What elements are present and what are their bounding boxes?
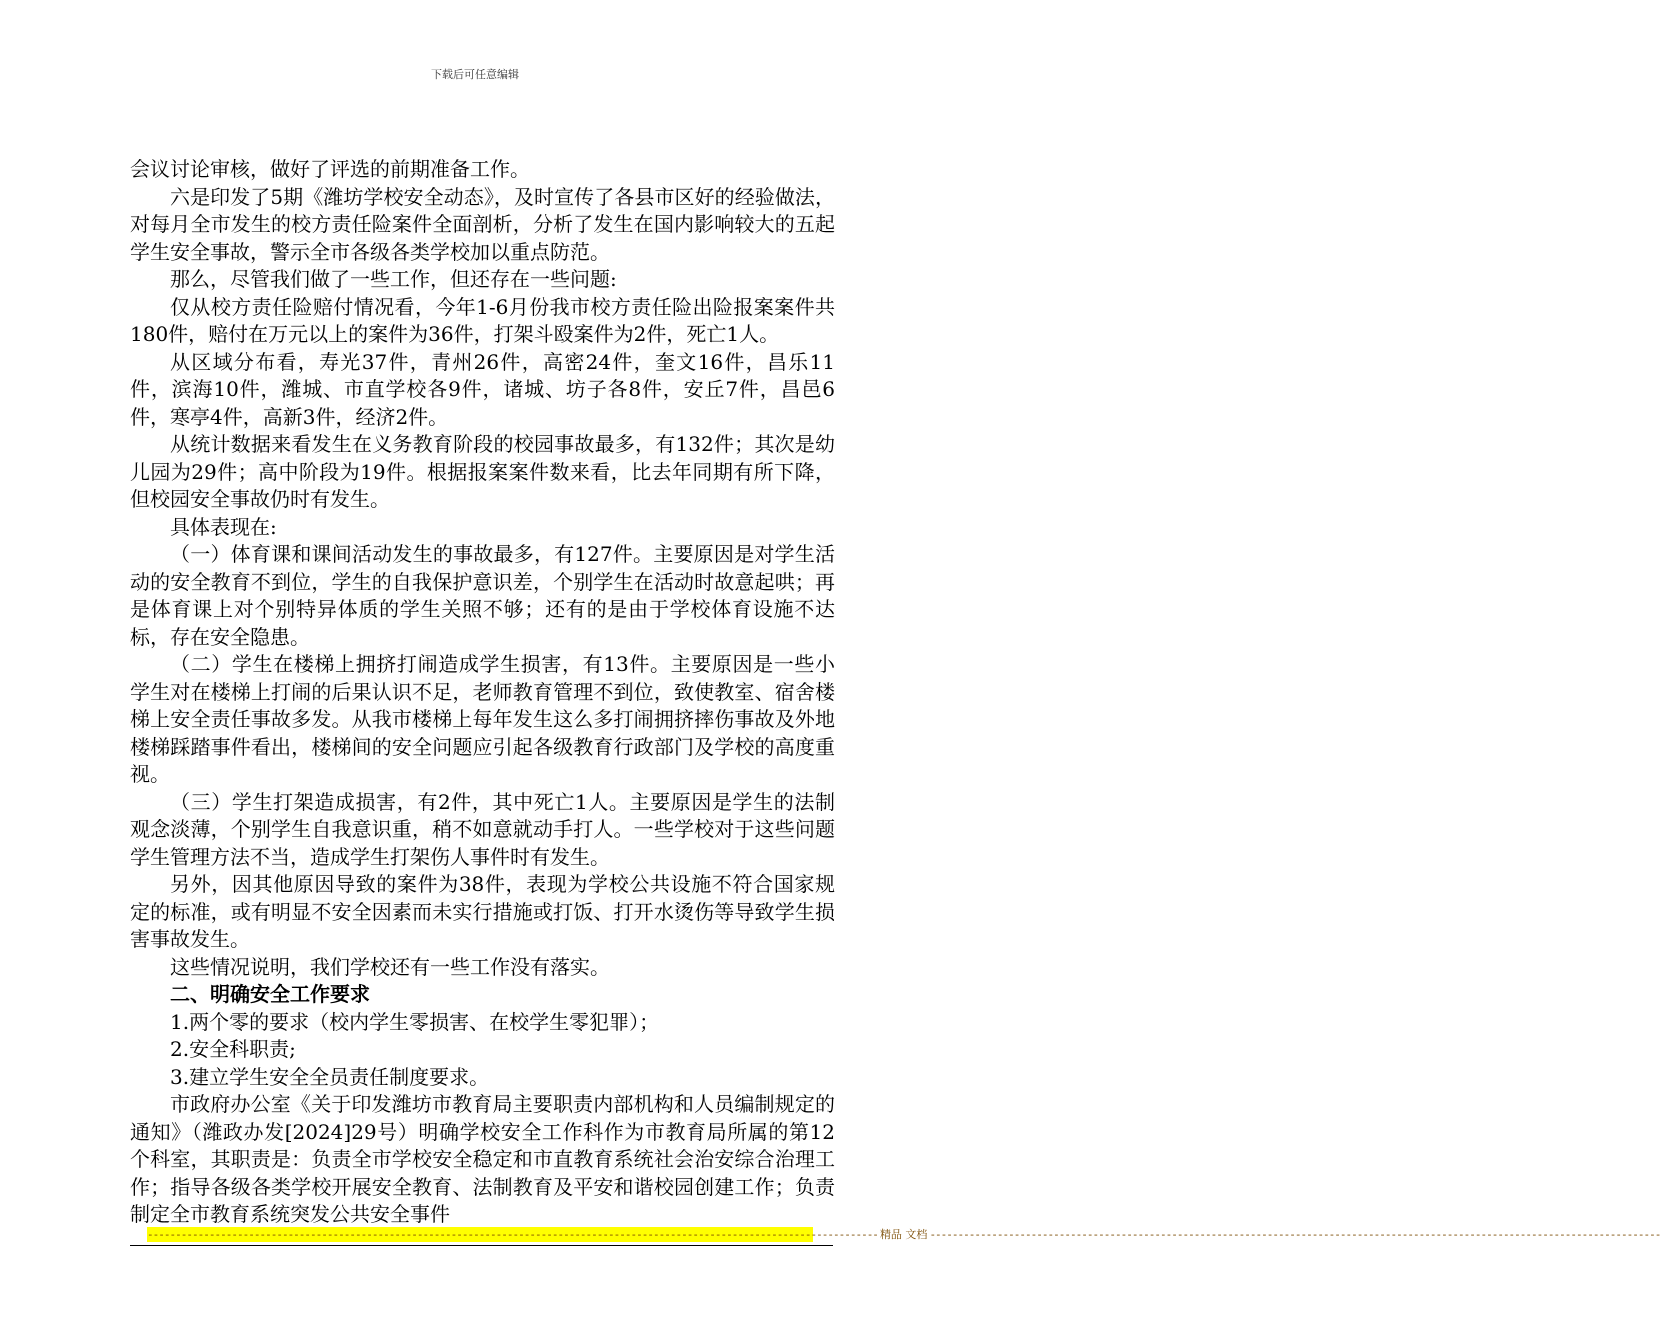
footer-label: 精品 文档 [879,1228,928,1241]
paragraph: 六是印发了5期《潍坊学校安全动态》，及时宣传了各县市区好的经验做法，对每月全市发生的校方责任险案件全面剖析，分析了发生在国内影响较大的五起学生安全事故，警示全市各级各类学校加以重点防范。 [130,184,835,264]
paragraph: （三）学生打架造成损害，有2件，其中死亡1人。主要原因是学生的法制观念淡薄，个别学生自我意识重，稍不如意就动手打人。一些学校对于这些问题学生管理方法不当，造成学生打架伤人事件时有发生。 [130,789,835,869]
section-heading: 二、明确安全工作要求 [170,982,370,1006]
paragraph: 从统计数据来看发生在义务教育阶段的校园事故最多，有132件；其次是幼儿园为29件；高中阶段为19件。根据报案案件数来看，比去年同期有所下降，但校园安全事故仍时有发生。 [130,432,835,511]
footer-dash-left: ---------------------------------------------------------------------------------------------------------------------------------- [147,1228,878,1241]
paragraph: 市政府办公室《关于印发潍坊市教育局主要职责内部机构和人员编制规定的通知》（潍政办发[2024]29号）明确学校安全工作科作为市教育局所属的第12个科室，其职责是：负责全市学校安全稳定和市直教育系统社会治安综合治理工作；指导各级各类学校开展安全教育、法制教育及平安和谐校园创建工作；负责制定全市教育系统突发公共安全事件 [130,1092,835,1226]
document-body [130,156,835,1229]
paragraph: 会议讨论审核，做好了评选的前期准备工作。 [130,157,530,181]
footer-dash-right: ---------------------------------------------------------------------------------------------------------------------------------- [929,1228,1660,1241]
paragraph: （二）学生在楼梯上拥挤打闹造成学生损害，有13件。主要原因是一些小学生对在楼梯上打闹的后果认识不足，老师教育管理不到位，致使教室、宿舍楼梯上安全责任事故多发。从我市楼梯上每年发生这么多打闹拥挤摔伤事故及外地楼梯踩踏事件看出，楼梯间的安全问题应引起各级教育行政部门及学校的高度重视。 [130,652,835,786]
footer-rule [130,1245,833,1246]
paragraph: 那么，尽管我们做了一些工作，但还存在一些问题: [170,267,617,291]
paragraph: 3.建立学生安全全员责任制度要求。 [170,1064,490,1089]
paragraph: 这些情况说明，我们学校还有一些工作没有落实。 [170,954,610,979]
paragraph: 具体表现在: [170,514,277,539]
paragraph: （一）体育课和课间活动发生的事故最多，有127件。主要原因是对学生活动的安全教育不到位，学生的自我保护意识差，个别学生在活动时故意起哄；再是体育课上对个别特异体质的学生关照不够；还有的是由于学校体育设施不达标，存在安全隐患。 [130,542,835,649]
paragraph: 1.两个零的要求（校内学生零损害、在校学生零犯罪）； [170,1009,660,1034]
paragraph: 从区域分布看，寿光37件，青州26件，高密24件，奎文16件，昌乐11件，滨海10件，潍城、市直学校各9件，诸城、坊子各8件，安丘7件，昌邑6件，寒亭4件，高新3件，经济2件。 [130,349,835,429]
paragraph: 仅从校方责任险赔付情况看，今年1-6月份我市校方责任险出险报案案件共180件，赔付在万元以上的案件为36件，打架斗殴案件为2件，死亡1人。 [130,294,835,346]
paragraph: 2.安全科职责; [170,1037,296,1061]
paragraph: 另外，因其他原因导致的案件为38件，表现为学校公共设施不符合国家规定的标准，或有明显不安全因素而未实行措施或打饭、打开水烫伤等导致学生损害事故发生。 [130,872,835,951]
footer-banner [147,1227,1660,1242]
page-header: 下载后可任意编辑 [431,68,519,81]
